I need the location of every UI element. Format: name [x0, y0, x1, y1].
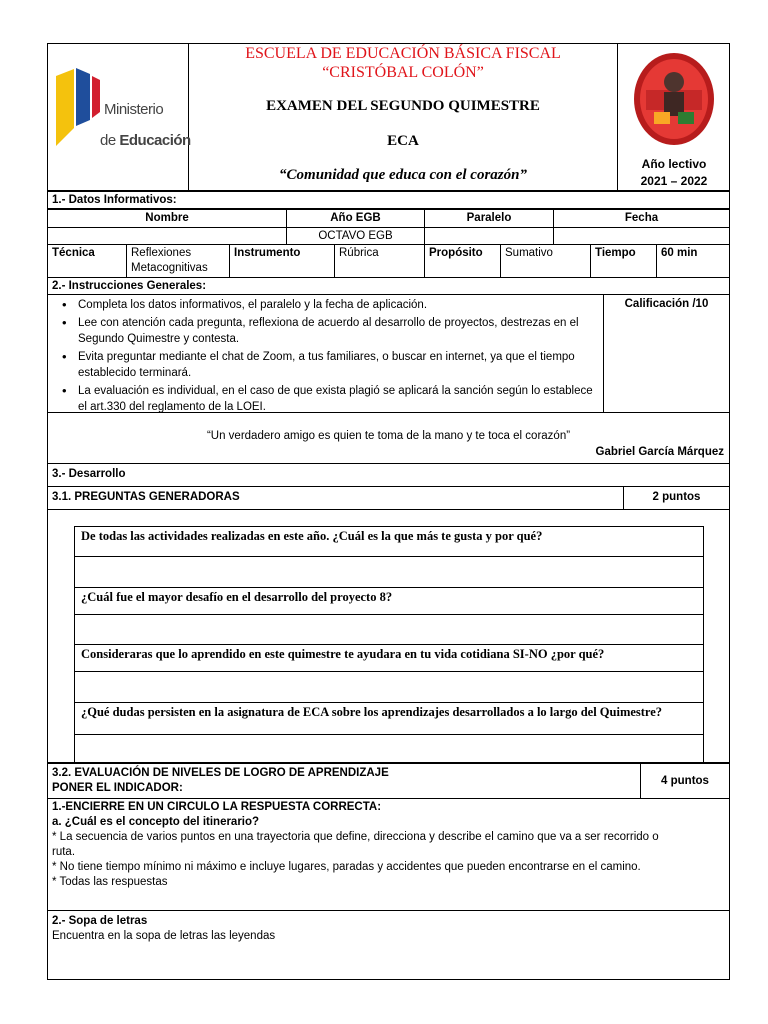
instructions-list [52, 297, 599, 416]
value-ano-egb: OCTAVO EGB [286, 227, 425, 245]
section-instrucciones-title: 2.- Instrucciones Generales: [47, 277, 730, 295]
header-nombre: Nombre [47, 209, 287, 228]
school-seal-icon [632, 50, 716, 148]
ministry-name-line2: de Educación [100, 132, 191, 149]
subject-title: ECA [387, 133, 419, 149]
answer-4-field[interactable] [74, 734, 704, 764]
section-desarrollo-title: 3.- Desarrollo [47, 463, 730, 487]
subsection-preguntas-title: 3.1. PREGUNTAS GENERADORAS [47, 486, 624, 510]
label-instrumento: Instrumento [229, 244, 335, 278]
value-tiempo: 60 min [656, 244, 730, 278]
answer-3-field[interactable] [74, 671, 704, 703]
answer-1-field[interactable] [74, 556, 704, 588]
header-paralelo: Paralelo [424, 209, 554, 228]
school-motto: “Comunidad que educa con el corazón” [279, 167, 527, 183]
instruction-item: • Lee con atención cada pregunta, reflexiona de acuerdo al desarrollo de proyectos, destrezas en el Segundo Quimestre y contesta. [52, 315, 599, 348]
label-tecnica: Técnica [47, 244, 127, 278]
instructions-box [47, 294, 604, 413]
q1-title: 1.-ENCIERRE EN UN CIRCULO LA RESPUESTA CORRECTA: [52, 801, 382, 813]
exam-title: EXAMEN DEL SEGUNDO QUIMESTRE [266, 98, 540, 114]
question-1: De todas las actividades realizadas en este año. ¿Cuál es la que más te gusta y por qué? [74, 526, 704, 557]
question-block-1 [47, 798, 730, 911]
q1-option-1[interactable]: * La secuencia de varios puntos en una trayectoria que define, direcciona y describe el camino que va a ser recorrido o ruta. [52, 831, 659, 858]
q1-option-3[interactable]: * Todas las respuestas [52, 876, 168, 888]
q2-title: 2.- Sopa de letras [52, 915, 148, 927]
q1-option-2[interactable]: * No tiene tiempo mínimo ni máximo e incluye lugares, paradas y accidentes que pueden encontrarse en el camino. [52, 861, 641, 873]
value-tecnica: Reflexiones Metacognitivas [126, 244, 230, 278]
school-seal [632, 50, 716, 148]
value-nombre[interactable] [47, 227, 287, 245]
instruction-item: • Completa los datos informativos, el paralelo y la fecha de aplicación. [52, 297, 599, 314]
header-ano-egb: Año EGB [286, 209, 425, 228]
quote-author: Gabriel García Márquez [595, 446, 724, 458]
value-paralelo[interactable] [424, 227, 554, 245]
question-4: ¿Qué dudas persisten en la asignatura de ECA sobre los aprendizajes desarrollados a lo largo del Quimestre? [74, 702, 704, 735]
school-year-value: 2021 – 2022 [640, 174, 708, 188]
q2-instruction: Encuentra en la sopa de letras las leyendas [52, 930, 276, 942]
value-proposito: Sumativo [500, 244, 591, 278]
label-tiempo: Tiempo [590, 244, 657, 278]
answer-2-field[interactable] [74, 614, 704, 645]
quote-text: “Un verdadero amigo es quien te toma de la mano y te toca el corazón” [206, 430, 571, 442]
header-fecha: Fecha [553, 209, 730, 228]
instruction-item: • Evita preguntar mediante el chat de Zoom, a tus familiares, o buscar en internet, ya que el tiempo establecido terminará. [52, 349, 599, 382]
school-year-label: Año lectivo [641, 157, 707, 171]
value-instrumento: Rúbrica [334, 244, 425, 278]
subsection-evaluacion-line2: PONER EL INDICADOR: [52, 782, 183, 794]
school-name-line1: ESCUELA DE EDUCACIÓN BÁSICA FISCAL [245, 45, 561, 62]
subsection-preguntas-points: 2 puntos [623, 486, 730, 510]
calificacion-box: Calificación /10 [603, 294, 730, 413]
value-fecha[interactable] [553, 227, 730, 245]
subsection-evaluacion-points: 4 puntos [640, 763, 730, 799]
question-block-2 [47, 910, 730, 980]
subsection-evaluacion-line1: 3.2. EVALUACIÓN DE NIVELES DE LOGRO DE APRENDIZAJE [52, 767, 389, 779]
school-name-line2: “CRISTÓBAL COLÓN” [322, 64, 484, 81]
ministry-name-line1: Ministerio [104, 101, 164, 118]
question-3: Consideraras que lo aprendido en este quimestre te ayudara en tu vida cotidiana SI-NO ¿por qué? [74, 644, 704, 672]
instruction-item: • La evaluación es individual, en el caso de que exista plagió se aplicará la sanción según lo establece el art.330 del reglamento de la LOEI. [52, 383, 599, 416]
question-2: ¿Cuál fue el mayor desafío en el desarrollo del proyecto 8? [74, 587, 704, 615]
section-datos-title: 1.- Datos Informativos: [47, 191, 730, 209]
subsection-evaluacion-title [47, 763, 641, 799]
q1-question: a. ¿Cuál es el concepto del itinerario? [52, 816, 260, 828]
label-proposito: Propósito [424, 244, 501, 278]
